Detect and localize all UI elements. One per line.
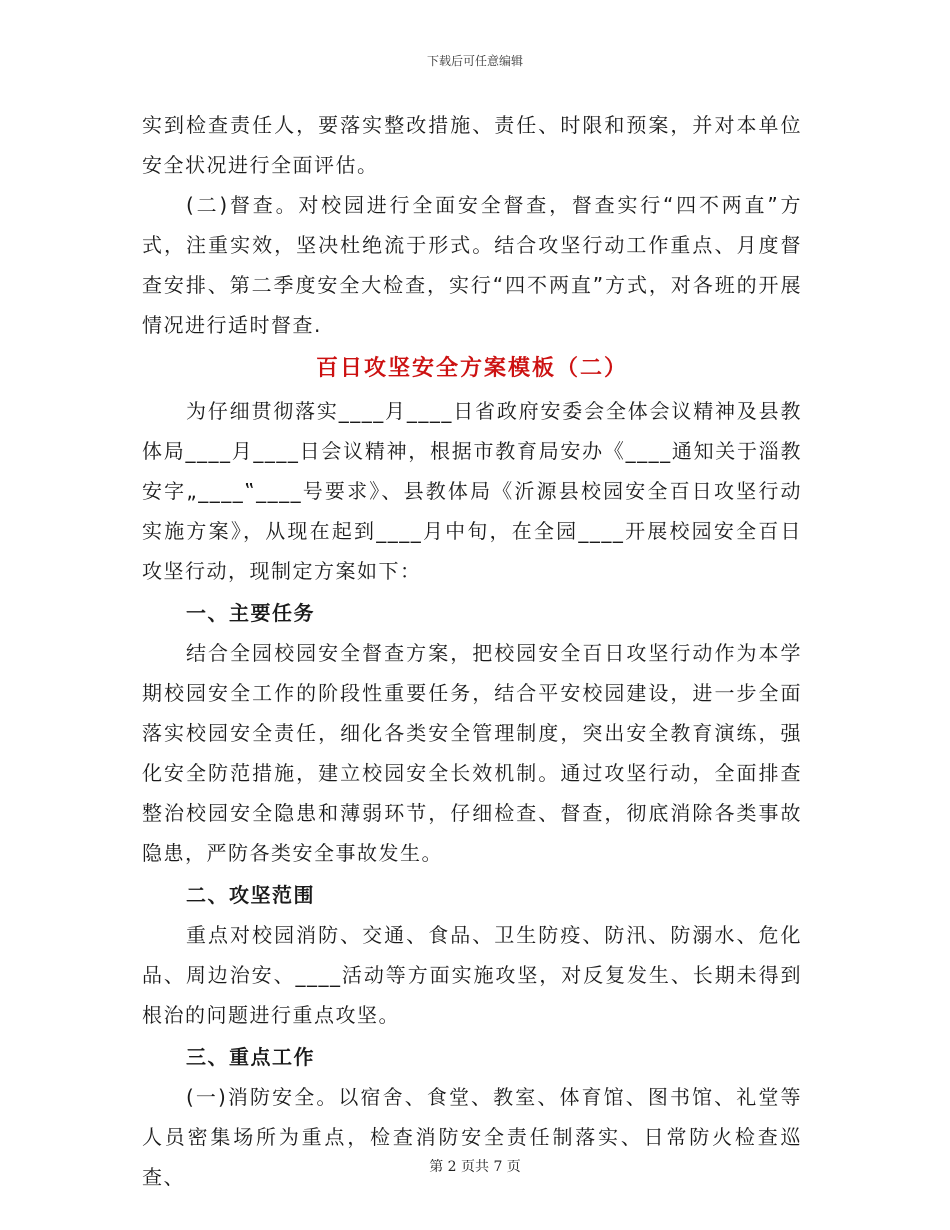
paragraph-scope: 重点对校园消防、交通、食品、卫生防疫、防汛、防溺水、危化品、周边治安、____活动等方面实施攻坚，对反复发生、长期未得到根治的问题进行重点攻坚。 xyxy=(142,923,802,1027)
heading-scope: 二、攻坚范围 xyxy=(186,883,315,907)
document-body xyxy=(142,105,802,1197)
paragraph-fire-safety: (一)消防安全。以宿舍、食堂、教室、体育馆、图书馆、礼堂等人员密集场所为重点，检查消防安全责任制落实、日常防火检查巡查、 xyxy=(142,1085,802,1189)
paragraph-main-tasks: 结合全园校园安全督查方案，把校园安全百日攻坚行动作为本学期校园安全工作的阶段性重要任务，结合平安校园建设，进一步全面落实校园安全责任，细化各类安全管理制度，突出安全教育演练，强化安全防范措施，建立校园安全长效机制。通过攻坚行动，全面排查整治校园安全隐患和薄弱环节，仔细检查、督查，彻底消除各类事故隐患，严防各类安全事故发生。 xyxy=(142,641,802,865)
heading-main-tasks: 一、主要任务 xyxy=(186,601,315,625)
paragraph-continuation: 实到检查责任人，要落实整改措施、责任、时限和预案，并对本单位安全状况进行全面评估。 xyxy=(142,113,802,177)
page-header: 下载后可任意编辑 xyxy=(426,54,523,68)
document-title: 百日攻坚安全方案模板（二） xyxy=(315,356,628,381)
page-footer: 第 2 页共 7 页 xyxy=(429,1159,521,1175)
paragraph-intro: 为仔细贯彻落实____月____日省政府安委会全体会议精神及县教体局____月____日会议精神，根据市教育局安办《____通知关于淄教安字„____‟____号要求》、县教体局《沂源县校园安全百日攻坚行动实施方案》，从现在起到____月中旬，在全园____开展校园安全百日攻坚行动，现制定方案如下： xyxy=(142,399,802,583)
heading-key-work: 三、重点工作 xyxy=(186,1045,315,1069)
paragraph-supervision: (二)督查。对校园进行全面安全督查，督查实行“四不两直”方式，注重实效，坚决杜绝流于形式。结合攻坚行动工作重点、月度督查安排、第二季度安全大检查，实行“四不两直”方式，对各班的开展情况进行适时督查. xyxy=(142,193,802,337)
